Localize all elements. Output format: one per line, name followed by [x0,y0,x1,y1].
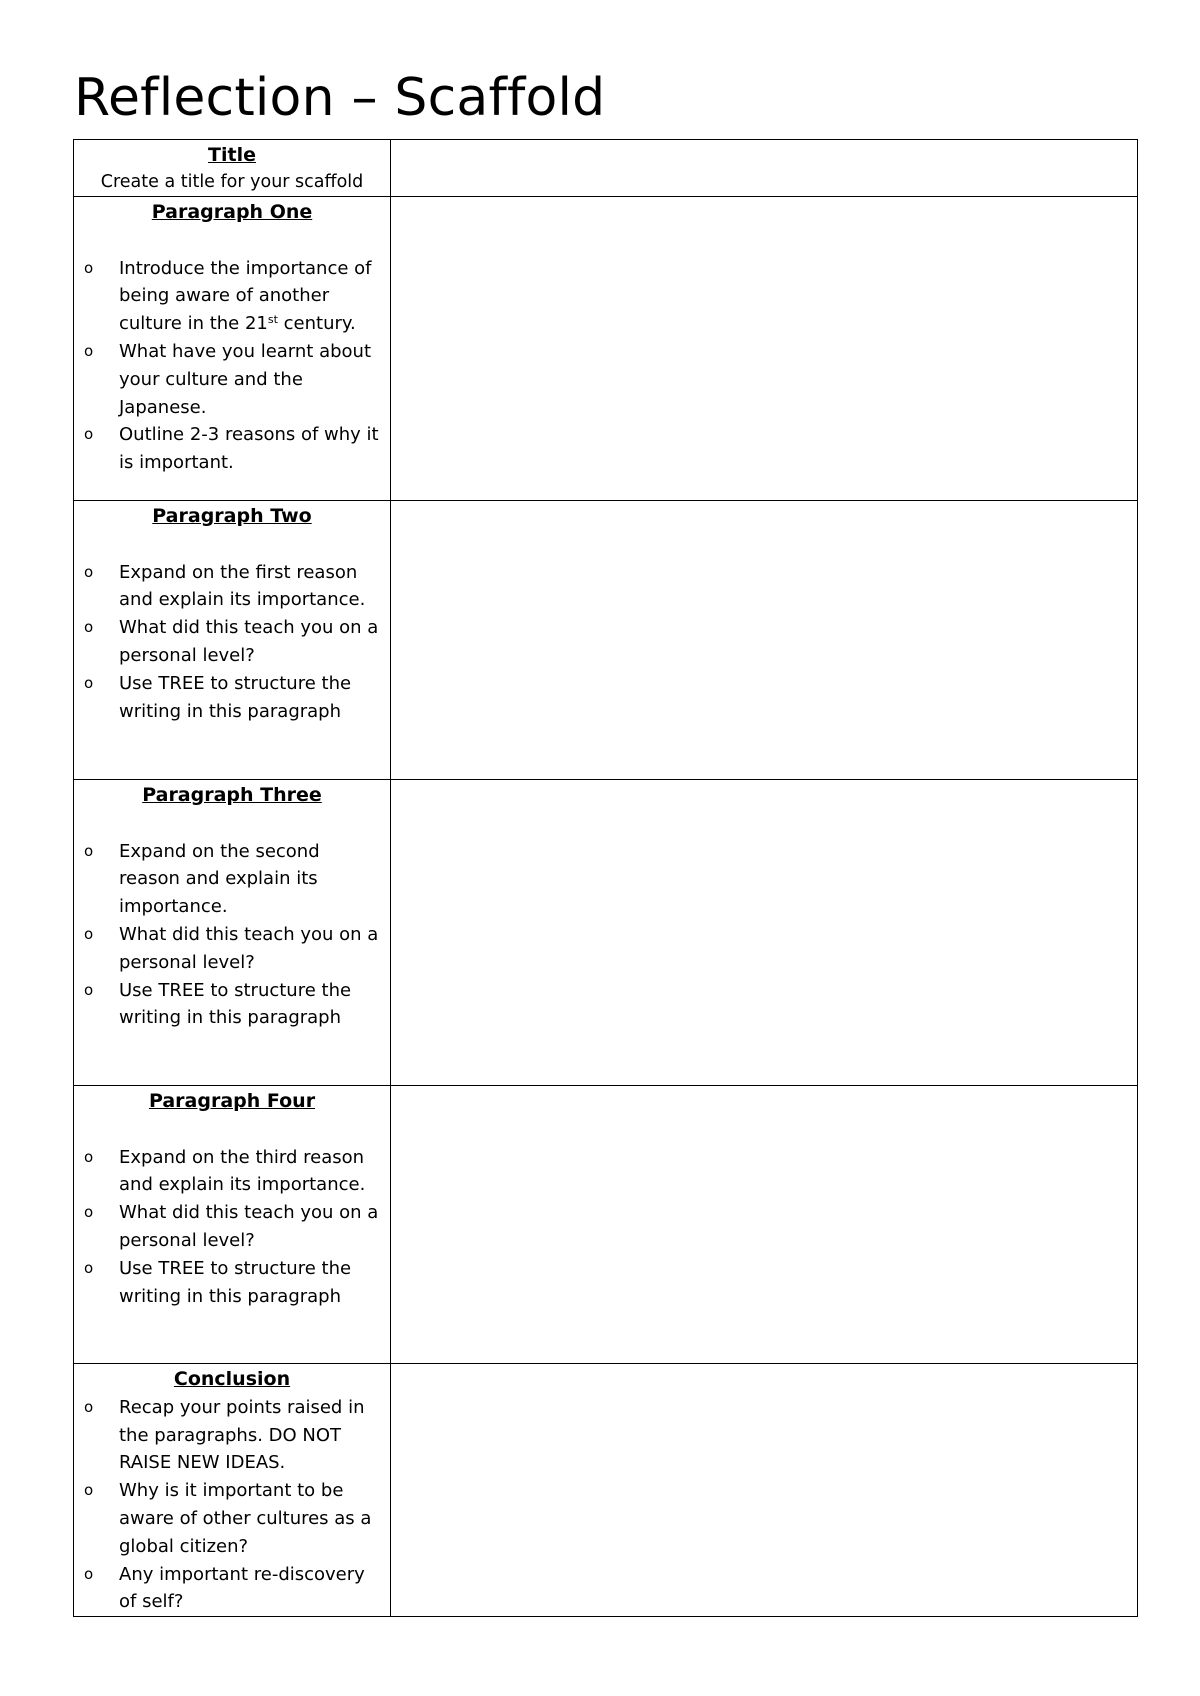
bullet-marker: o [84,924,94,943]
paragraph-one-answer-cell[interactable] [391,197,1138,501]
bullet-marker: o [84,673,94,692]
list-item [82,255,382,338]
list-item [82,670,382,726]
paragraph-four-answer-cell[interactable] [391,1086,1138,1364]
list-item [82,1394,382,1477]
scaffold-table [73,139,1138,1617]
paragraph-three-prompt [74,780,391,1086]
list-item-text: Expand on the first reason and explain its importance. [119,561,366,611]
list-item [82,1144,382,1200]
list-item [82,977,382,1033]
bullet-marker: o [84,562,94,581]
bullet-marker: o [84,980,94,999]
list-item-text: Recap your points raised in the paragraphs. DO NOT RAISE NEW IDEAS. [119,1396,365,1474]
paragraph-two-answer-cell[interactable] [391,501,1138,780]
paragraph-one-row [74,197,1138,501]
list-item-text: Expand on the second reason and explain its importance. [119,840,320,918]
list-item [82,559,382,615]
conclusion-answer-cell[interactable] [391,1364,1138,1617]
list-item [82,421,382,477]
list-item [82,1477,382,1560]
title-row-prompt [74,140,391,197]
list-item [82,838,382,921]
paragraph-three-list [82,838,382,1033]
paragraph-one-prompt [74,197,391,501]
paragraph-two-row [74,501,1138,780]
bullet-marker: o [84,841,94,860]
bullet-marker: o [84,618,94,637]
bullet-marker: o [84,425,94,444]
paragraph-four-heading: Paragraph Four [148,1090,316,1112]
paragraph-three-answer-cell[interactable] [391,780,1138,1086]
conclusion-prompt [74,1364,391,1617]
conclusion-list [82,1394,382,1616]
paragraph-three-heading: Paragraph Three [142,784,322,806]
list-item-text: Outline 2-3 reasons of why it is important. [119,424,379,474]
conclusion-heading: Conclusion [173,1368,291,1390]
list-item [82,614,382,670]
conclusion-row [74,1364,1138,1617]
paragraph-two-heading: Paragraph Two [152,505,312,527]
page-title: Reflection – Scaffold [74,68,606,128]
paragraph-four-prompt [74,1086,391,1364]
bullet-marker: o [84,1147,94,1166]
list-item [82,921,382,977]
paragraph-one-heading: Paragraph One [151,201,313,223]
paragraph-four-list [82,1144,382,1311]
paragraph-two-prompt [74,501,391,780]
list-item-text: Expand on the third reason and explain its importance. [119,1146,366,1196]
list-item-text: Any important re-discovery of self? [119,1563,365,1613]
paragraph-three-row [74,780,1138,1086]
list-item-text: Introduce the importance of being aware of another culture in the 21st century. [119,257,372,335]
list-item-text: What did this teach you on a personal level? [119,1202,379,1251]
list-item-text: Why is it important to be aware of other cultures as a global citizen? [119,1480,372,1557]
bullet-marker: o [84,1481,94,1500]
bullet-marker: o [84,1203,94,1222]
list-item-text: What did this teach you on a personal level? [119,923,379,973]
bullet-marker: o [84,1564,94,1583]
list-item [82,338,382,421]
list-item-text: Use TREE to structure the writing in this paragraph [119,1257,352,1307]
list-item [82,1199,382,1255]
list-item-text: What did this teach you on a personal level? [119,617,379,666]
list-item [82,1561,382,1617]
paragraph-four-row [74,1086,1138,1364]
bullet-marker: o [84,1397,94,1416]
title-row [74,140,1138,197]
bullet-marker: o [84,1258,94,1277]
bullet-marker: o [84,258,94,277]
title-row-subtitle: Create a title for your scaffold [100,171,364,192]
bullet-marker: o [84,341,94,360]
list-item-text: What have you learnt about your culture and the Japanese. [119,340,372,418]
paragraph-two-list [82,559,382,726]
list-item-text: Use TREE to structure the writing in this paragraph [119,672,352,722]
title-row-heading: Title [208,144,256,166]
list-item [82,1255,382,1311]
list-item-text: Use TREE to structure the writing in this paragraph [119,979,352,1029]
paragraph-one-list [82,255,382,477]
title-answer-cell[interactable] [391,140,1138,197]
